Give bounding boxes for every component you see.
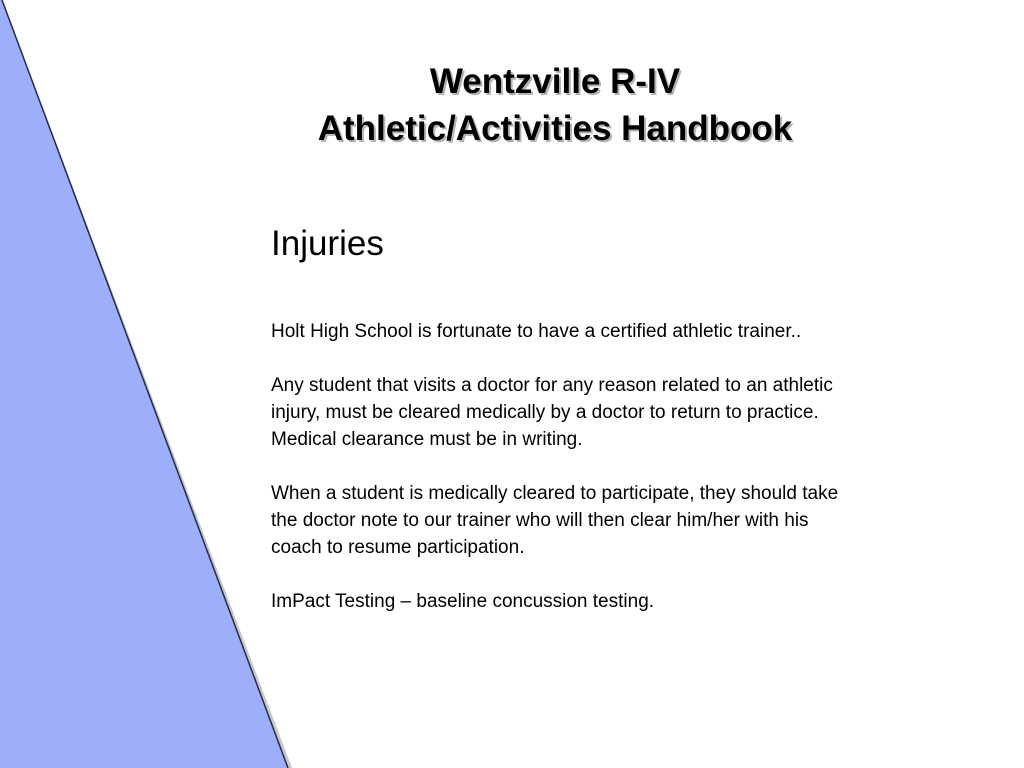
title-line-2: Athletic/Activities Handbook — [317, 109, 793, 148]
paragraph-line: Holt High School is fortunate to have a certified athletic trainer.. — [271, 321, 802, 342]
title-line-1: Wentzville R-IV — [429, 62, 681, 101]
slide-title — [160, 58, 950, 152]
paragraph-line: injury, must be cleared medically by a doctor to return to practice. — [271, 402, 819, 423]
paragraph-line: Medical clearance must be in writing. — [271, 429, 583, 450]
paragraph-line: When a student is medically cleared to participate, they should take — [271, 483, 839, 504]
paragraph-doctor-clearance — [271, 372, 991, 453]
paragraph-return-to-play — [271, 480, 991, 561]
section-heading: Injuries — [271, 224, 384, 263]
paragraph-line: Any student that visits a doctor for any reason related to an athletic — [271, 375, 833, 396]
paragraph-line: ImPact Testing – baseline concussion testing. — [271, 591, 655, 612]
paragraph-impact-testing — [271, 588, 991, 615]
paragraph-trainer — [271, 318, 991, 345]
paragraph-line: the doctor note to our trainer who will then clear him/her with his — [271, 510, 809, 531]
paragraph-line: coach to resume participation. — [271, 537, 525, 558]
slide-content — [271, 222, 991, 642]
